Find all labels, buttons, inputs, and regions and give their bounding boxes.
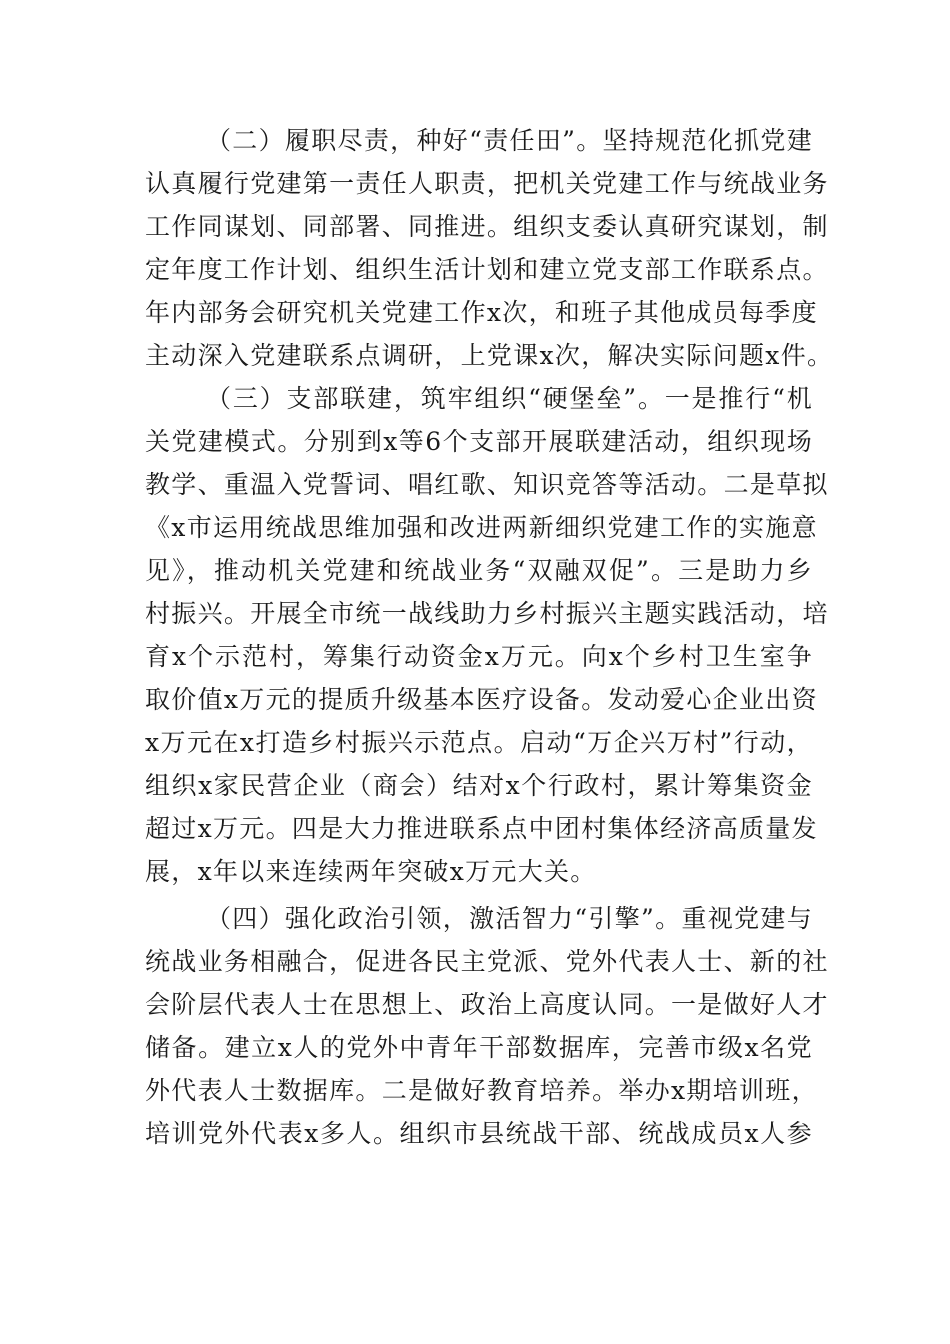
document-body (145, 119, 834, 1155)
paragraph-line: 《x市运用统战思维加强和改进两新细织党建工作的实施意 (145, 513, 818, 542)
paragraph-line: 外代表人士数据库。二是做好教育培养。举办x期培训班， (145, 1076, 818, 1105)
paragraph-line: （二）履职尽责，种好“责任田”。坚持规范化抓党建 (206, 126, 813, 155)
paragraph-line: 统战业务相融合，促进各民主党派、党外代表人士、新的社 (145, 947, 829, 976)
paragraph-line: 培训党外代表x多人。组织市县统战干部、统战成员x人参 (145, 1119, 813, 1148)
paragraph-line: 储备。建立x人的党外中青年干部数据库，完善市级x名党 (145, 1033, 813, 1062)
paragraph-line: 工作同谋划、同部署、同推进。组织支委认真研究谋划，制 (145, 212, 829, 241)
paragraph-line: 展，x年以来连续两年突破x万元大关。 (145, 857, 597, 886)
paragraph-line: 关党建模式。分别到x等6个支部开展联建活动，组织现场 (145, 427, 813, 456)
paragraph-4 (145, 897, 829, 1155)
paragraph-line: 教学、重温入党誓词、唱红歌、知识竞答等活动。二是草拟 (145, 470, 829, 499)
paragraph-line: 取价值x万元的提质升级基本医疗设备。发动爱心企业出资 (145, 685, 818, 714)
paragraph-2 (145, 119, 834, 377)
paragraph-line: 认真履行党建第一责任人职责，把机关党建工作与统战业务 (145, 169, 829, 198)
paragraph-line: 定年度工作计划、组织生活计划和建立党支部工作联系点。 (145, 255, 829, 284)
paragraph-line: 超过x万元。四是大力推进联系点中团村集体经济高质量发 (145, 814, 818, 843)
paragraph-line: 村振兴。开展全市统一战线助力乡村振兴主题实践活动，培 (145, 599, 829, 628)
paragraph-line: 见》，推动机关党建和统战业务“双融双促”。三是助力乡 (145, 556, 813, 585)
paragraph-3 (145, 377, 829, 893)
paragraph-line: x万元在x打造乡村振兴示范点。启动“万企兴万村”行动， (145, 728, 813, 757)
paragraph-line: （三）支部联建，筑牢组织“硬堡垒”。一是推行“机 (206, 384, 813, 413)
paragraph-line: 会阶层代表人士在思想上、政治上高度认同。一是做好人才 (145, 990, 829, 1019)
paragraph-line: （四）强化政治引领，激活智力“引擎”。重视党建与 (206, 904, 813, 933)
paragraph-line: 主动深入党建联系点调研，上党课x次，解决实际问题x件。 (145, 341, 834, 370)
paragraph-line: 育x个示范村，筹集行动资金x万元。向x个乡村卫生室争 (145, 642, 813, 671)
paragraph-line: 组织x家民营企业（商会）结对x个行政村，累计筹集资金 (145, 771, 813, 800)
paragraph-line: 年内部务会研究机关党建工作x次，和班子其他成员每季度 (145, 298, 818, 327)
